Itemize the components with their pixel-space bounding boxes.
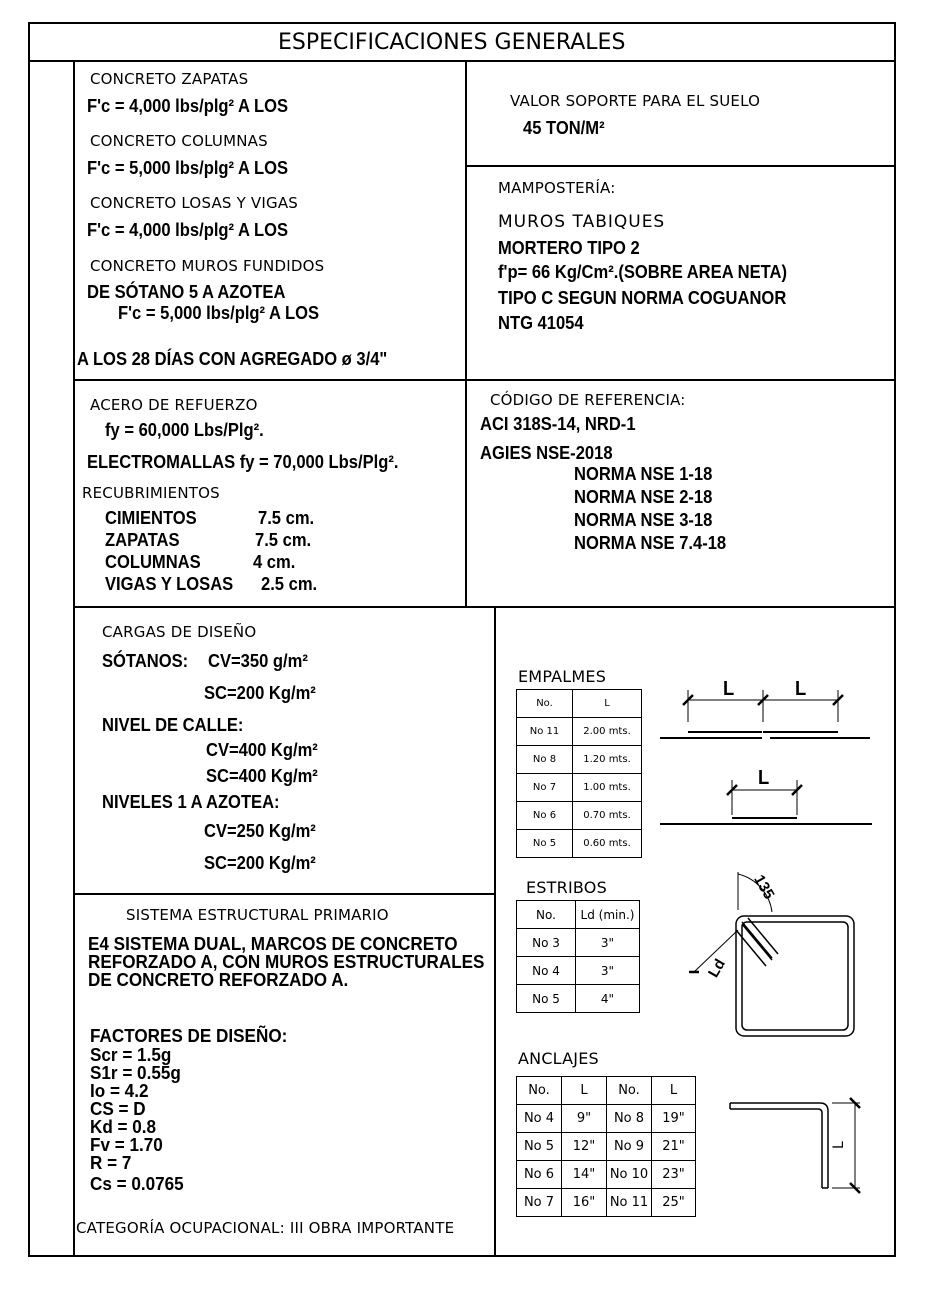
codigo-line1: ACI 318S-14, NRD-1 — [480, 414, 636, 434]
recubrimiento-item: VIGAS Y LOSAS — [105, 574, 234, 594]
table-cell: 12" — [572, 1139, 596, 1154]
cargas-niveles-label: NIVELES 1 A AZOTEA: — [102, 792, 280, 812]
table-cell: No 5 — [523, 1139, 555, 1154]
acero-electromallas: ELECTROMALLAS fy = 70,000 Lbs/Plg². — [87, 452, 399, 472]
recubrimiento-item: ZAPATAS — [105, 530, 180, 550]
concreto-columnas-value: F'c = 5,000 lbs/plg² A LOS — [87, 158, 289, 178]
codigo-norma: NORMA NSE 3-18 — [574, 510, 713, 530]
table-cell: 21" — [662, 1139, 685, 1154]
sistema-categoria: CATEGORÍA OCUPACIONAL: III OBRA IMPORTANTE — [76, 1219, 455, 1237]
cargas-niveles-cv: CV=250 Kg/m² — [204, 821, 316, 841]
acero-label: ACERO DE REFUERZO — [90, 396, 258, 414]
factores-label: FACTORES DE DISEÑO: — [90, 1026, 288, 1046]
cargas-sotanos-cv: CV=350 g/m² — [208, 651, 308, 671]
table-cell: No 6 — [532, 810, 557, 821]
table-cell: 0.70 mts. — [583, 810, 631, 821]
table-header: No. — [528, 1083, 550, 1098]
mamposteria-line: NTG 41054 — [498, 313, 584, 333]
table-cell: No 11 — [529, 726, 560, 737]
concreto-zapatas-value: F'c = 4,000 lbs/plg² A LOS — [87, 96, 289, 116]
suelo-label: VALOR SOPORTE PARA EL SUELO — [510, 92, 761, 110]
table-cell: No 7 — [523, 1195, 555, 1210]
factor: Kd = 0.8 — [90, 1117, 157, 1137]
estribo-ld-label: Ld — [705, 956, 729, 981]
concreto-muros-line1: DE SÓTANO 5 A AZOTEA — [87, 282, 286, 302]
table-cell: No 8 — [613, 1111, 645, 1126]
table-cell: No 10 — [609, 1167, 649, 1182]
cargas-niveles-sc: SC=200 Kg/m² — [204, 853, 316, 873]
recubrimiento-item: CIMIENTOS — [105, 508, 197, 528]
estribos-table — [516, 900, 640, 1013]
factor: Scr = 1.5g — [90, 1045, 172, 1065]
table-cell: 23" — [662, 1167, 685, 1182]
mamposteria-line: MORTERO TIPO 2 — [498, 238, 640, 258]
recubrimiento-value: 7.5 cm. — [258, 508, 315, 528]
empalme-dim-label: L — [723, 678, 735, 700]
table-header: No. — [536, 907, 556, 922]
factor: Cs = 0.0765 — [90, 1174, 184, 1194]
estribos-title: ESTRIBOS — [526, 878, 607, 897]
estribo-angle-label: 135 — [750, 872, 778, 903]
table-cell: No 7 — [532, 782, 557, 793]
factor: R = 7 — [90, 1153, 132, 1173]
suelo-value: 45 TON/M² — [523, 118, 605, 138]
codigo-label: CÓDIGO DE REFERENCIA: — [490, 391, 686, 409]
table-header: No. — [618, 1083, 640, 1098]
sistema-desc: REFORZADO A, CON MUROS ESTRUCTURALES — [88, 952, 485, 972]
table-header: L — [580, 1083, 588, 1098]
table-cell: 14" — [572, 1167, 596, 1182]
table-cell: 0.60 mts. — [583, 838, 631, 849]
factor: Fv = 1.70 — [90, 1135, 163, 1155]
anclaje-dim-label: L — [831, 1141, 847, 1149]
sistema-desc: DE CONCRETO REFORZADO A. — [88, 970, 349, 990]
cargas-calle-label: NIVEL DE CALLE: — [102, 715, 244, 735]
factor: Io = 4.2 — [90, 1081, 149, 1101]
mamposteria-line: TIPO C SEGUN NORMA COGUANOR — [498, 288, 787, 308]
concreto-muros-value: F'c = 5,000 lbs/plg² A LOS — [118, 303, 320, 323]
table-cell: No 3 — [532, 935, 560, 950]
concreto-losas-label: CONCRETO LOSAS Y VIGAS — [90, 194, 299, 212]
table-cell: No 11 — [609, 1195, 649, 1210]
anclajes-table — [516, 1076, 696, 1217]
cargas-label: CARGAS DE DISEÑO — [102, 623, 257, 641]
mamposteria-line: f'p= 66 Kg/Cm².(SOBRE AREA NETA) — [498, 262, 788, 282]
codigo-norma: NORMA NSE 2-18 — [574, 487, 713, 507]
factor: S1r = 0.55g — [90, 1063, 181, 1083]
empalme-dim-label: L — [758, 767, 770, 789]
table-cell: No 9 — [613, 1139, 645, 1154]
mamposteria-sub: MUROS TABIQUES — [498, 212, 666, 232]
table-cell: No 4 — [523, 1111, 555, 1126]
empalmes-title: EMPALMES — [518, 667, 607, 686]
recubrimiento-value: 2.5 cm. — [261, 574, 318, 594]
recubrimientos-label: RECUBRIMIENTOS — [82, 484, 220, 502]
cargas-sotanos-label: SÓTANOS: — [102, 651, 189, 671]
table-cell: 3" — [600, 935, 615, 950]
table-cell: No 4 — [532, 963, 560, 978]
table-cell: 3" — [600, 963, 615, 978]
concreto-losas-value: F'c = 4,000 lbs/plg² A LOS — [87, 220, 289, 240]
page-title: ESPECIFICACIONES GENERALES — [278, 30, 626, 55]
anclajes-title: ANCLAJES — [518, 1049, 599, 1068]
recubrimiento-value: 4 cm. — [253, 552, 296, 572]
table-header: No. — [536, 698, 553, 709]
table-cell: No 8 — [532, 754, 557, 765]
codigo-line2: AGIES NSE-2018 — [480, 443, 613, 463]
empalmes-table — [516, 689, 642, 858]
cargas-calle-cv: CV=400 Kg/m² — [206, 740, 318, 760]
cargas-sotanos-sc: SC=200 Kg/m² — [204, 683, 316, 703]
empalme-diagram — [650, 670, 890, 835]
table-cell: 9" — [576, 1111, 592, 1126]
empalme-dim-label: L — [795, 678, 807, 700]
estribo-diagram — [680, 860, 880, 1050]
recubrimiento-value: 7.5 cm. — [255, 530, 312, 550]
sistema-label: SISTEMA ESTRUCTURAL PRIMARIO — [126, 906, 389, 924]
recubrimiento-item: COLUMNAS — [105, 552, 201, 572]
concreto-muros-label: CONCRETO MUROS FUNDIDOS — [90, 257, 325, 275]
table-cell: 16" — [572, 1195, 596, 1210]
table-cell: No 6 — [523, 1167, 555, 1182]
table-cell: 25" — [662, 1195, 685, 1210]
table-cell: 4" — [600, 991, 615, 1006]
table-header: L — [604, 698, 610, 709]
sistema-desc: E4 SISTEMA DUAL, MARCOS DE CONCRETO — [88, 934, 458, 954]
codigo-norma: NORMA NSE 1-18 — [574, 464, 713, 484]
cargas-calle-sc: SC=400 Kg/m² — [206, 766, 318, 786]
concreto-columnas-label: CONCRETO COLUMNAS — [90, 132, 268, 150]
anclaje-diagram — [720, 1085, 890, 1205]
table-cell: No 5 — [532, 991, 560, 1006]
table-cell: 2.00 mts. — [583, 726, 631, 737]
table-header: L — [669, 1083, 678, 1098]
table-cell: No 5 — [532, 838, 557, 849]
table-cell: 1.20 mts. — [583, 754, 631, 765]
table-header: Ld (min.) — [580, 907, 635, 922]
table-cell: 19" — [662, 1111, 685, 1126]
factor: CS = D — [90, 1099, 146, 1119]
concreto-zapatas-label: CONCRETO ZAPATAS — [90, 70, 249, 88]
acero-fy: fy = 60,000 Lbs/Plg². — [105, 420, 264, 440]
mamposteria-label: MAMPOSTERÍA: — [498, 179, 616, 197]
codigo-norma: NORMA NSE 7.4-18 — [574, 533, 727, 553]
concreto-note: A LOS 28 DÍAS CON AGREGADO ø 3/4" — [77, 349, 388, 369]
table-cell: 1.00 mts. — [583, 782, 631, 793]
